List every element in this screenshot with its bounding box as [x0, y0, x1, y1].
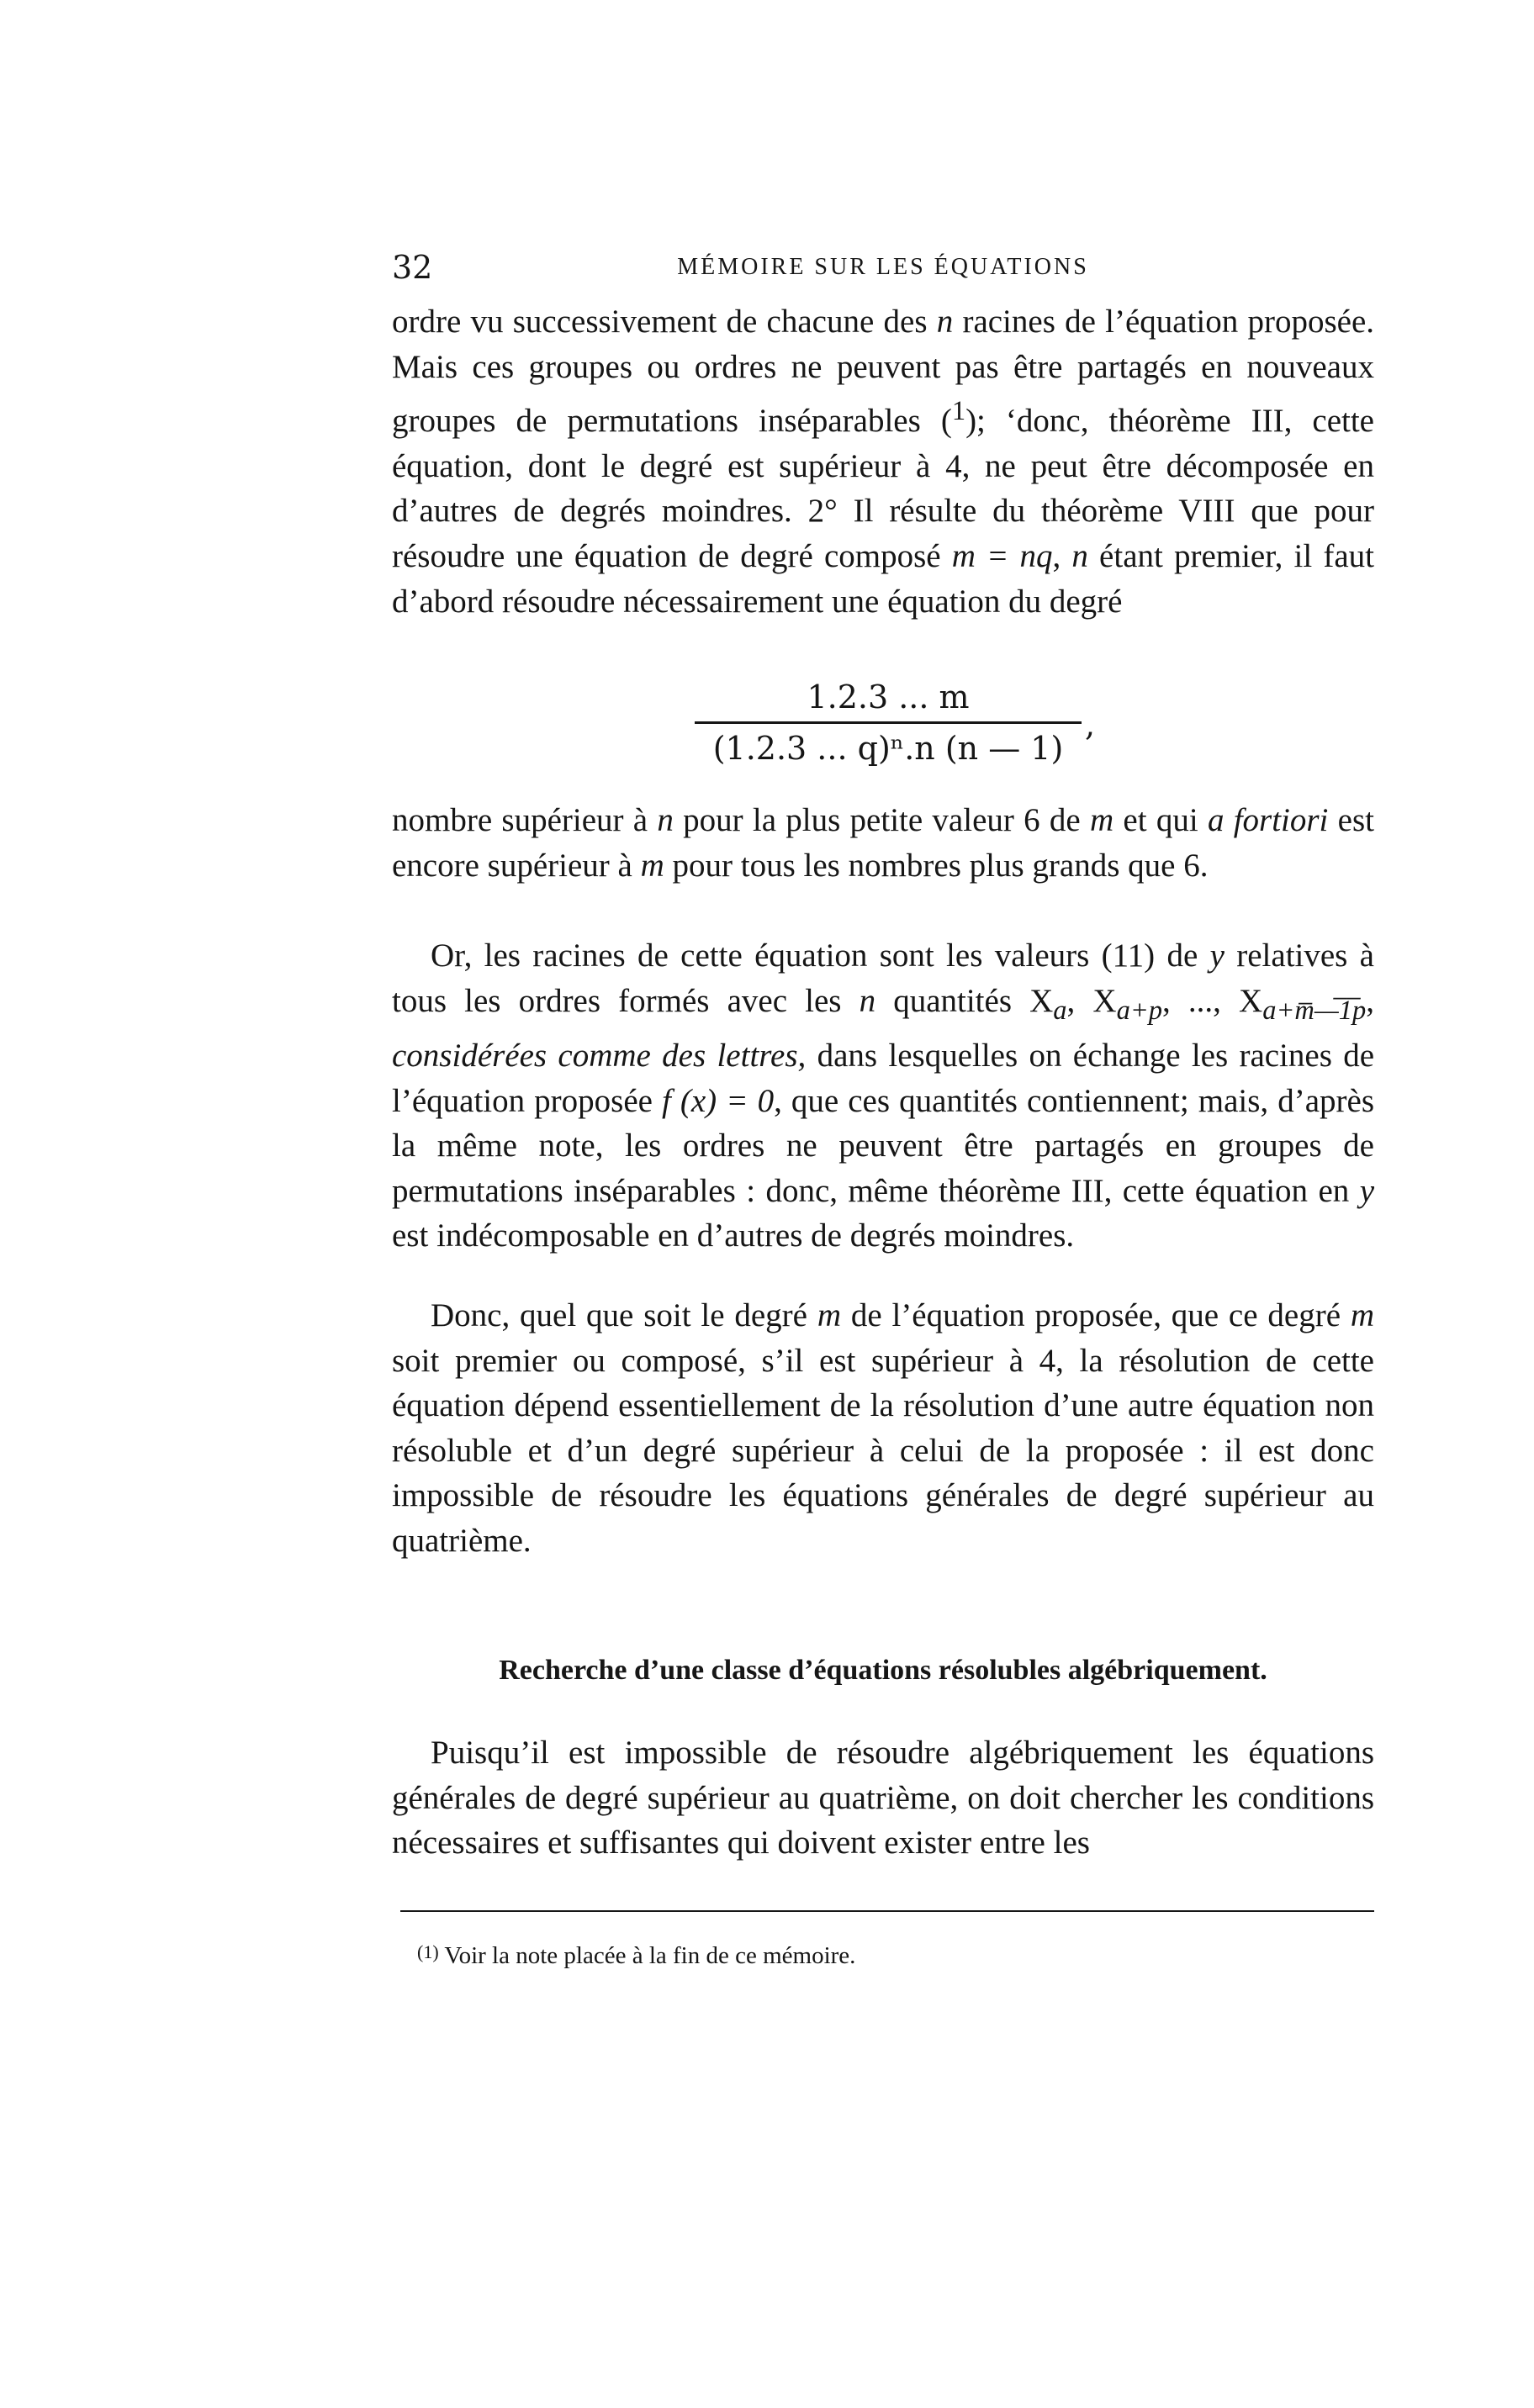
- degree-formula: [392, 673, 1374, 774]
- page-header: [392, 242, 1374, 293]
- italic-phrase: considérées comme des lettres,: [392, 1037, 807, 1074]
- footnote-rule: [400, 1910, 1374, 1912]
- fraction: [695, 673, 1082, 773]
- paragraph-4: Donc, quel que soit le degré m de l’équation proposée, que ce degré m soit premier ou composé, s’il est supérieur à 4, la résolution de cette équation dépend essentiellement de la résolution d’une autre équation non résoluble et d’un degré supérieur à celui de la proposée : il est donc impossible de résoudre les équations générales de degré supérieur au quatrième.: [392, 1297, 1375, 1559]
- paragraph-2: nombre supérieur à n pour la plus petite valeur 6 de m et qui a fortiori est encore supérieur à m pour tous les nombres plus grands que 6.: [392, 802, 1374, 884]
- paragraph-5: Puisqu’il est impossible de résoudre algébriquement les équations générales de degré supérieur au quatrième, on doit chercher les conditions nécessaires et suffisantes qui doivent exister entre les: [392, 1735, 1374, 1861]
- fraction-denominator: (1.2.3 ... q)ⁿ.n (n — 1): [712, 730, 1064, 767]
- footnote-ref: 1: [951, 396, 966, 427]
- footnote-text: Voir la note placée à la fin de ce mémoire.: [444, 1942, 856, 1969]
- footnote-mark: (1): [417, 1941, 439, 1962]
- footnote: [417, 1934, 855, 1974]
- fraction-numerator: 1.2.3 ... m: [807, 679, 970, 716]
- section-heading: Recherche d’une classe d’équations résolubles algébriquement.: [499, 1655, 1267, 1686]
- paragraph-1: ordre vu successivement de chacune des n racines de l’équation proposée. Mais ces groupes ou ordres ne peuvent pas être partagés en nouveaux groupes de permutations inséparables ($^1$); ‘donc, théorème III, cette équation, dont le degré est supérieur à 4, ne peut être décomposée en d’autres de degrés moindres. 2° Il résulte du théorème VIII que pour résoudre une équation de degré composé m = nq, n étant premier, il faut d’abord résoudre nécessairement une équation du degré: [392, 304, 1374, 620]
- formula-comma: ,: [1085, 706, 1096, 743]
- paragraph-3: Or, les racines de cette équation sont les valeurs (11) de y relatives à tous les ordres formés avec les n quantités $X_a$, $X_{a+p}$, ..., $X_{a+m̅—̅1̅p}$, considérées comme des lettres, dans lesquelles on échange les racines de l’équation proposée f (x) = 0, que ces quantités contiennent; mais, d’après la même note, les ordres ne peuvent être partagés en groupes de permutations inséparables : donc, même théorème III, cette équation en y est indécomposable en d’autres de degrés moindres.: [392, 937, 1375, 1254]
- running-head: MÉMOIRE SUR LES ÉQUATIONS: [677, 254, 1089, 280]
- page-number: 32: [392, 249, 433, 286]
